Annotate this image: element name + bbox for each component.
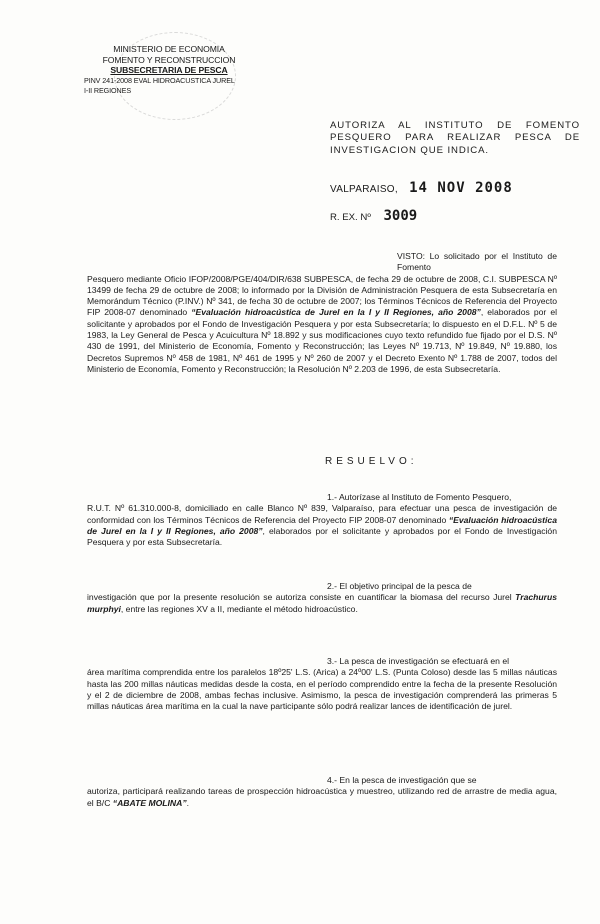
letterhead-ministry-2: FOMENTO Y RECONSTRUCCION <box>102 54 236 65</box>
resolution-subject: AUTORIZA AL INSTITUTO DE FOMENTO PESQUERO PARA REALIZAR PESCA DE INVESTIGACION QUE INDICA. <box>330 120 580 156</box>
resolution-prefix: R. EX. Nº <box>330 212 371 223</box>
article-3-lead: 3.- La pesca de investigación se efectuará en el <box>327 656 510 666</box>
article-4-vessel: “ABATE MOLINA” <box>112 797 187 808</box>
article-4-text-1: autoriza, participará realizando tareas de prospección hidroacústica y muestreo, utilizando red de arrastre de media agua, el B/C <box>87 786 557 808</box>
article-4-lead: 4.- En la pesca de investigación que se <box>327 775 477 785</box>
dateline <box>330 180 513 196</box>
resuelvo-heading: RESUELVO: <box>325 456 418 467</box>
article-2-lead: 2.- El objetivo principal de la pesca de <box>327 581 472 591</box>
letterhead-regions: I-II REGIONES <box>84 86 132 96</box>
letterhead-reference: PINV 241-2008 EVAL HIDROACUSTICA JUREL <box>84 75 235 85</box>
article-2-text-2: , entre las regiones XV a II, mediante el método hidroacústico. <box>120 603 358 614</box>
resolution-number <box>330 208 417 224</box>
letterhead <box>84 44 254 97</box>
dateline-date: 14 NOV 2008 <box>409 180 513 196</box>
dateline-place: VALPARAISO, <box>330 184 398 195</box>
letterhead-subsecretaria: SUBSECRETARIA DE PESCA <box>110 65 228 76</box>
article-3-text: área marítima comprendida entre los paralelos 18º25' L.S. (Arica) a 24º00' L.S. (Punta Coloso) desde las 5 millas náuticas hasta las 200 millas náuticas medidas desde la costa, en el período comprendido entre la fecha de la presente Resolución y el 2 de diciembre de 2008, ambas fechas inclusive. Asimismo, la pesca de investigación comprenderá las primeras 5 millas náuticas área marítima en la cual la nave participante sólo podrá realizar lances de identificación de jurel. <box>87 667 557 712</box>
visto-paragraph <box>87 251 557 375</box>
letterhead-ministry: MINISTERIO DE ECONOMIA <box>113 44 225 54</box>
article-4-text-2: . <box>186 797 190 808</box>
article-4 <box>87 775 557 809</box>
resolution-number-value: 3009 <box>383 208 418 224</box>
article-1-text-1: R.U.T. Nº 61.310.000-8, domiciliado en calle Blanco Nº 839, Valparaíso, para efectuar una pesca de investigación de conformidad con los Términos Técnicos de Referencia del Proyecto FIP 2008-07 denominado <box>87 503 557 525</box>
article-2 <box>87 581 557 615</box>
article-1-project-title: “Evaluación hidroacústica de Jurel en la I y II Regiones, año 2008” <box>87 514 557 536</box>
visto-lead: VISTO: Lo solicitado por el Instituto de Fomento <box>397 251 557 273</box>
article-2-species: Trachurus murphyi <box>87 592 557 614</box>
visto-project-title: “Evaluación hidroacústica de Jurel en la I y II Regiones, año 2008” <box>191 307 481 318</box>
article-1-lead: 1.- Autorízase al Instituto de Fomento Pesquero, <box>327 492 512 502</box>
visto-text-1: Pesquero mediante Oficio IFOP/2008/PGE/404/DIR/638 SUBPESCA, de fecha 29 de octubre de 2008, C.I. SUBPESCA Nº 13499 de fecha 29 de octubre de 2008; lo informado por la División de Administración Pesquera de esta Subsecretaría en Memorándum Técnico (P.INV.) Nº 341, de fecha 30 de octubre de 2007; los Términos Técnicos de Referencia del Proyecto FIP 2008-07 denominado <box>87 273 557 318</box>
article-1-text-2: , elaborados por el solicitante y aprobados por el Fondo de Investigación Pesquera y por esta Subsecretaría. <box>87 525 557 548</box>
article-1 <box>87 492 557 548</box>
article-2-text-1: investigación que por la presente resolución se autoriza consiste en cuantificar la biomasa del recurso Jurel <box>87 592 516 603</box>
visto-text-2: , elaborados por el solicitante y aprobados por el Fondo de Investigación Pesquera y por esta Subsecretaría; lo dispuesto en el D.F.L. Nº 5 de 1983, la Ley General de Pesca y Acuicultura Nº 18.892 y sus modificaciones cuyo texto refundido fue fijado por el D.S. Nº 430 de 1991, del Ministerio de Economía, Fomento y Reconstrucción; las Leyes Nº 19.713, Nº 19.849, Nº 19.880, los Decretos Supremos Nº 458 de 1981, Nº 461 de 1995 y Nº 260 de 2007 y el Decreto Exento Nº 1.788 de 2007, todos del Ministerio de Economía, Fomento y Reconstrucción; la Resolución Nº 2.203 de 1996, de esta Subsecretaría. <box>87 307 558 374</box>
article-3 <box>87 656 557 712</box>
